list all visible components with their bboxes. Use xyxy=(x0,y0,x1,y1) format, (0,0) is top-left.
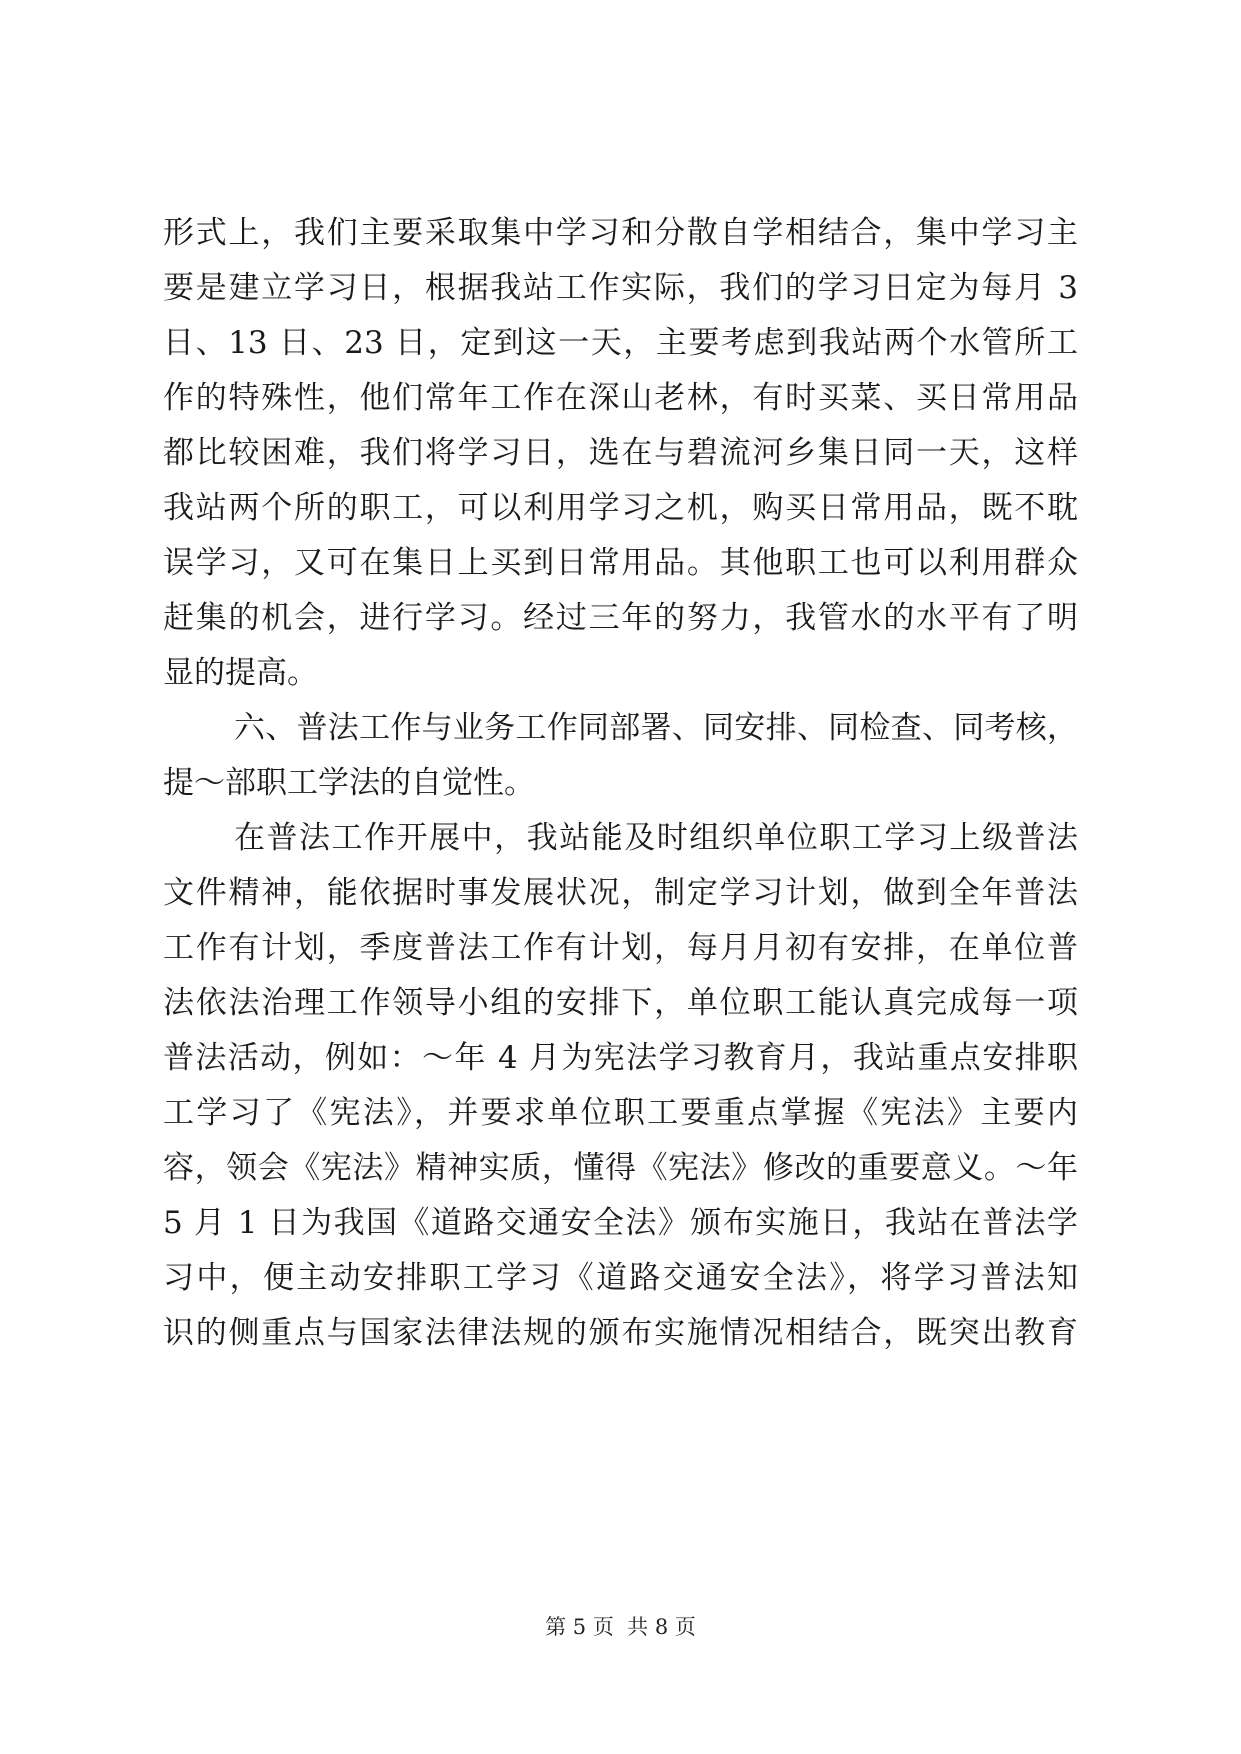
text-line: 要是建立学习日，根据我站工作实际，我们的学习日定为每月 3 xyxy=(163,270,1078,306)
text-line: 形式上，我们主要采取集中学习和分散自学相结合，集中学习主 xyxy=(163,215,1078,251)
text-line: 普法活动，例如：～年 4 月为宪法学习教育月，我站重点安排职 xyxy=(163,1040,1078,1076)
text-line: 容，领会《宪法》精神实质，懂得《宪法》修改的重要意义。～年 xyxy=(163,1150,1078,1186)
text-line: 识的侧重点与国家法律法规的颁布实施情况相结合，既突出教育 xyxy=(163,1315,1078,1351)
text-line: 都比较困难，我们将学习日，选在与碧流河乡集日同一天，这样 xyxy=(163,435,1078,471)
text-line: 作的特殊性，他们常年工作在深山老林，有时买菜、买日常用品 xyxy=(163,380,1078,416)
text-line: 习中，便主动安排职工学习《道路交通安全法》，将学习普法知 xyxy=(163,1260,1078,1296)
text-line: 误学习，又可在集日上买到日常用品。其他职工也可以利用群众 xyxy=(163,545,1078,581)
text-line: 我站两个所的职工，可以利用学习之机，购买日常用品，既不耽 xyxy=(163,490,1078,526)
section-heading-line: 六、普法工作与业务工作同部署、同安排、同检查、同考核， xyxy=(234,710,1078,746)
section-heading-line: 提～部职工学法的自觉性。 xyxy=(163,765,535,801)
page-footer xyxy=(0,1614,1241,1640)
text-line: 工学习了《宪法》，并要求单位职工要重点掌握《宪法》主要内 xyxy=(163,1095,1078,1131)
text-line: 文件精神，能依据时事发展状况，制定学习计划，做到全年普法 xyxy=(163,875,1078,911)
text-line: 法依法治理工作领导小组的安排下，单位职工能认真完成每一项 xyxy=(163,985,1078,1021)
text-line: 工作有计划，季度普法工作有计划，每月月初有安排，在单位普 xyxy=(163,930,1078,966)
text-line: 赶集的机会，进行学习。经过三年的努力，我管水的水平有了明 xyxy=(163,600,1078,636)
text-line: 在普法工作开展中，我站能及时组织单位职工学习上级普法 xyxy=(234,820,1078,856)
text-line: 显的提高。 xyxy=(163,655,318,691)
text-line: 日、13 日、23 日，定到这一天，主要考虑到我站两个水管所工 xyxy=(163,325,1078,361)
page-number-label: 第 5 页 共 8 页 xyxy=(545,1615,696,1639)
text-line: 5 月 1 日为我国《道路交通安全法》颁布实施日，我站在普法学 xyxy=(163,1205,1078,1241)
